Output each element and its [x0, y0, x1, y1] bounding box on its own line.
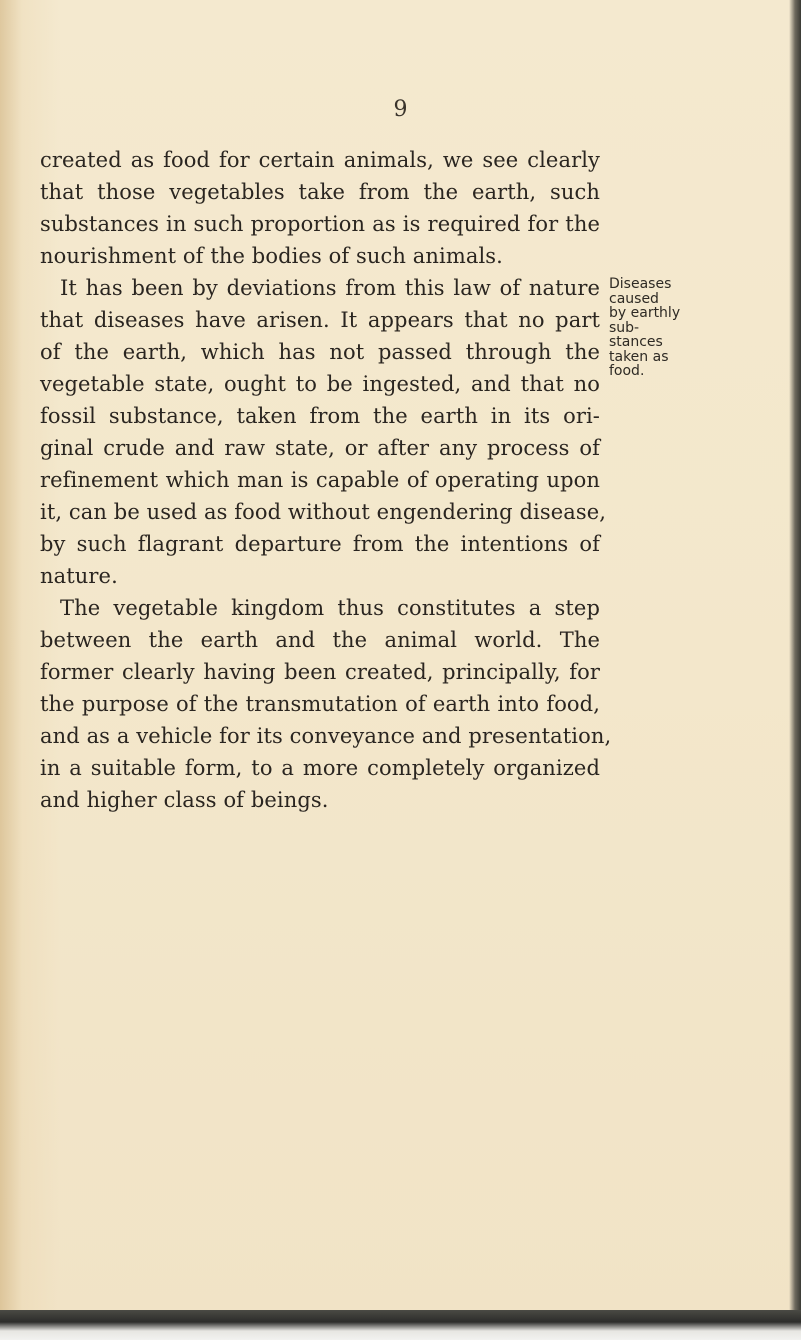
- text-line: nourishment of the bodies of such animals.: [40, 244, 503, 268]
- text-line: it, can be used as food without engendering disease,: [40, 500, 607, 524]
- text-line: The vegetable kingdom thus constitutes a step: [60, 596, 600, 620]
- text-line: of the earth, which has not passed through the: [40, 340, 600, 364]
- margin-note-line: stances: [609, 334, 663, 350]
- text-line: by such flagrant departure from the intentions of: [40, 532, 600, 556]
- margin-note-line: sub-: [609, 319, 640, 336]
- text-line: the purpose of the transmutation of earth into food,: [40, 692, 600, 716]
- margin-note: [609, 277, 689, 379]
- text-line: nature.: [40, 564, 118, 588]
- text-line: that diseases have arisen. It appears that no part: [40, 308, 600, 332]
- text-line: in a suitable form, to a more completely organized: [40, 756, 600, 780]
- text-line: refinement which man is capable of operating upon: [40, 468, 600, 492]
- text-line: vegetable state, ought to be ingested, and that no: [40, 372, 600, 396]
- text-line: It has been by deviations from this law of nature: [60, 276, 600, 300]
- page-edge-right: [789, 0, 801, 1340]
- margin-note-line: Diseases: [609, 276, 672, 292]
- text-line: and as a vehicle for its conveyance and presentation,: [40, 724, 612, 748]
- text-line: fossil substance, taken from the earth in its ori-: [40, 404, 600, 428]
- text-line: created as food for certain animals, we see clearly: [40, 148, 600, 172]
- text-line: ginal crude and raw state, or after any process of: [40, 436, 600, 460]
- text-line: and higher class of beings.: [40, 788, 329, 812]
- margin-note-line: caused: [609, 290, 659, 307]
- margin-note-line: food.: [609, 363, 645, 379]
- body-text: [40, 144, 612, 816]
- text-line: between the earth and the animal world. The: [40, 628, 600, 652]
- text-line: that those vegetables take from the earth, such: [40, 180, 600, 204]
- page-edge-bottom: [0, 1310, 801, 1340]
- text-line: former clearly having been created, principally, for: [40, 660, 600, 684]
- margin-note-line: by earthly: [609, 305, 681, 321]
- margin-note-line: taken as: [609, 348, 669, 365]
- text-line: substances in such proportion as is required for the: [40, 212, 600, 236]
- page-number: 9: [393, 97, 408, 122]
